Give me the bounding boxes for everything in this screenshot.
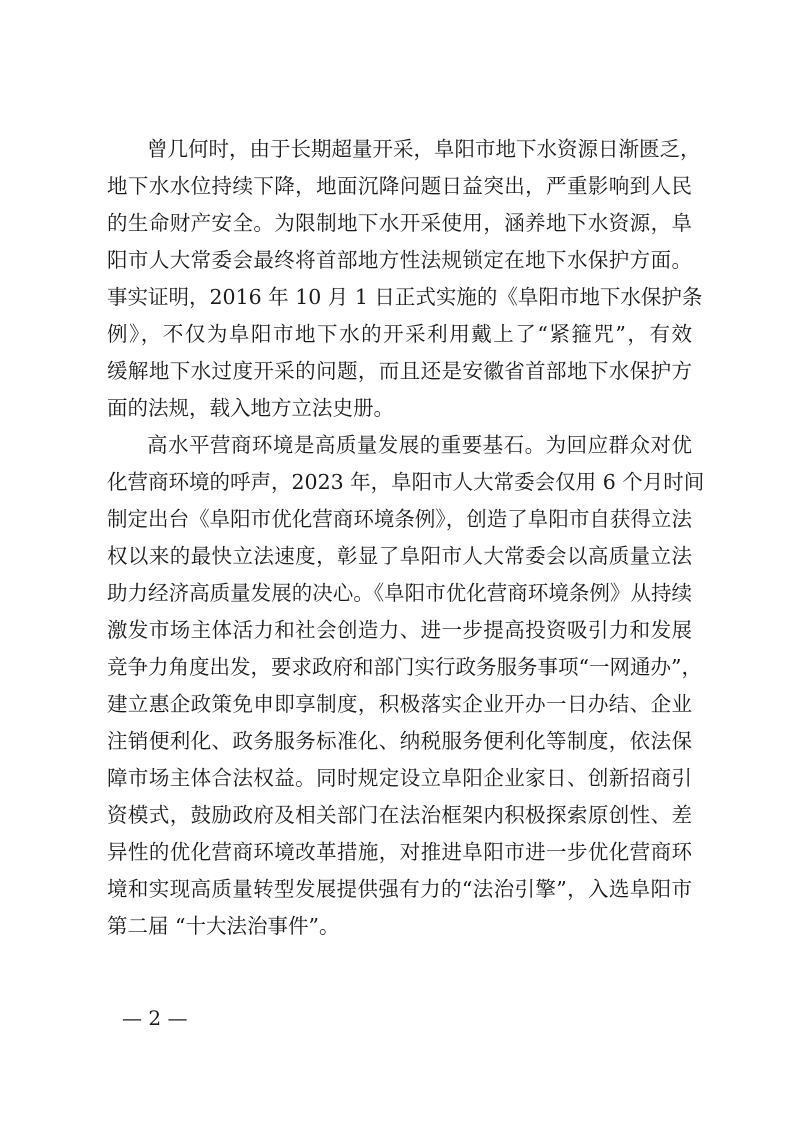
paragraph-2-line-6: 激发市场主体活力和社会创造力、进一步提高投资吸引力和发展 <box>107 618 692 642</box>
paragraph-2-line-14: 第二届 “十大法治事件”。 <box>107 914 340 938</box>
paragraph-1-line-5: 事实证明，2016 年 10 月 1 日正式实施的《阜阳市地下水保护条 <box>107 285 703 309</box>
paragraph-1-line-1: 曾几何时，由于长期超量开采，阜阳市地下水资源日渐匮乏， <box>147 137 701 161</box>
paragraph-1-line-2: 地下水水位持续下降，地面沉降问题日益突出，严重影响到人民 <box>107 174 692 198</box>
paragraph-2-line-7: 竞争力角度出发，要求政府和部门实行政务服务事项“一网通办”， <box>107 655 702 679</box>
paragraph-2-line-5: 助力经济高质量发展的决心。《阜阳市优化营商环境条例》从持续 <box>107 581 692 605</box>
paragraph-1-line-3: 的生命财产安全。为限制地下水开采使用，涵养地下水资源，阜 <box>107 211 692 235</box>
page-number: — 2 — <box>122 1006 188 1030</box>
paragraph-2-line-1: 高水平营商环境是高质量发展的重要基石。为回应群众对优 <box>147 433 692 457</box>
paragraph-2-line-12: 异性的优化营商环境改革措施，对推进阜阳市进一步优化营商环 <box>107 840 692 864</box>
paragraph-2-line-13: 境和实现高质量转型发展提供强有力的“法治引擎”，入选阜阳市 <box>107 877 692 901</box>
paragraph-1-line-4: 阳市人大常委会最终将首部地方性法规锁定在地下水保护方面。 <box>107 248 692 272</box>
paragraph-1-line-6: 例》，不仅为阜阳市地下水的开采利用戴上了“紧箍咒”，有效 <box>107 322 692 346</box>
paragraph-2-line-11: 资模式，鼓励政府及相关部门在法治框架内积极探索原创性、差 <box>107 803 692 827</box>
paragraph-2-line-3: 制定出台《阜阳市优化营商环境条例》，创造了阜阳市自获得立法 <box>107 507 692 531</box>
paragraph-2-line-10: 障市场主体合法权益。同时规定设立阜阳企业家日、创新招商引 <box>107 766 692 790</box>
paragraph-2-line-9: 注销便利化、政务服务标准化、纳税服务便利化等制度，依法保 <box>107 729 692 753</box>
paragraph-2-line-2: 化营商环境的呼声，2023 年，阜阳市人大常委会仅用 6 个月时间 <box>107 470 705 494</box>
paragraph-2-line-4: 权以来的最快立法速度，彰显了阜阳市人大常委会以高质量立法 <box>107 544 692 568</box>
paragraph-1-line-8: 面的法规，载入地方立法史册。 <box>107 396 394 420</box>
paragraph-1-line-7: 缓解地下水过度开采的问题，而且还是安徽省首部地下水保护方 <box>107 359 692 383</box>
paragraph-2-line-8: 建立惠企政策免申即享制度，积极落实企业开办一日办结、企业 <box>107 692 692 716</box>
